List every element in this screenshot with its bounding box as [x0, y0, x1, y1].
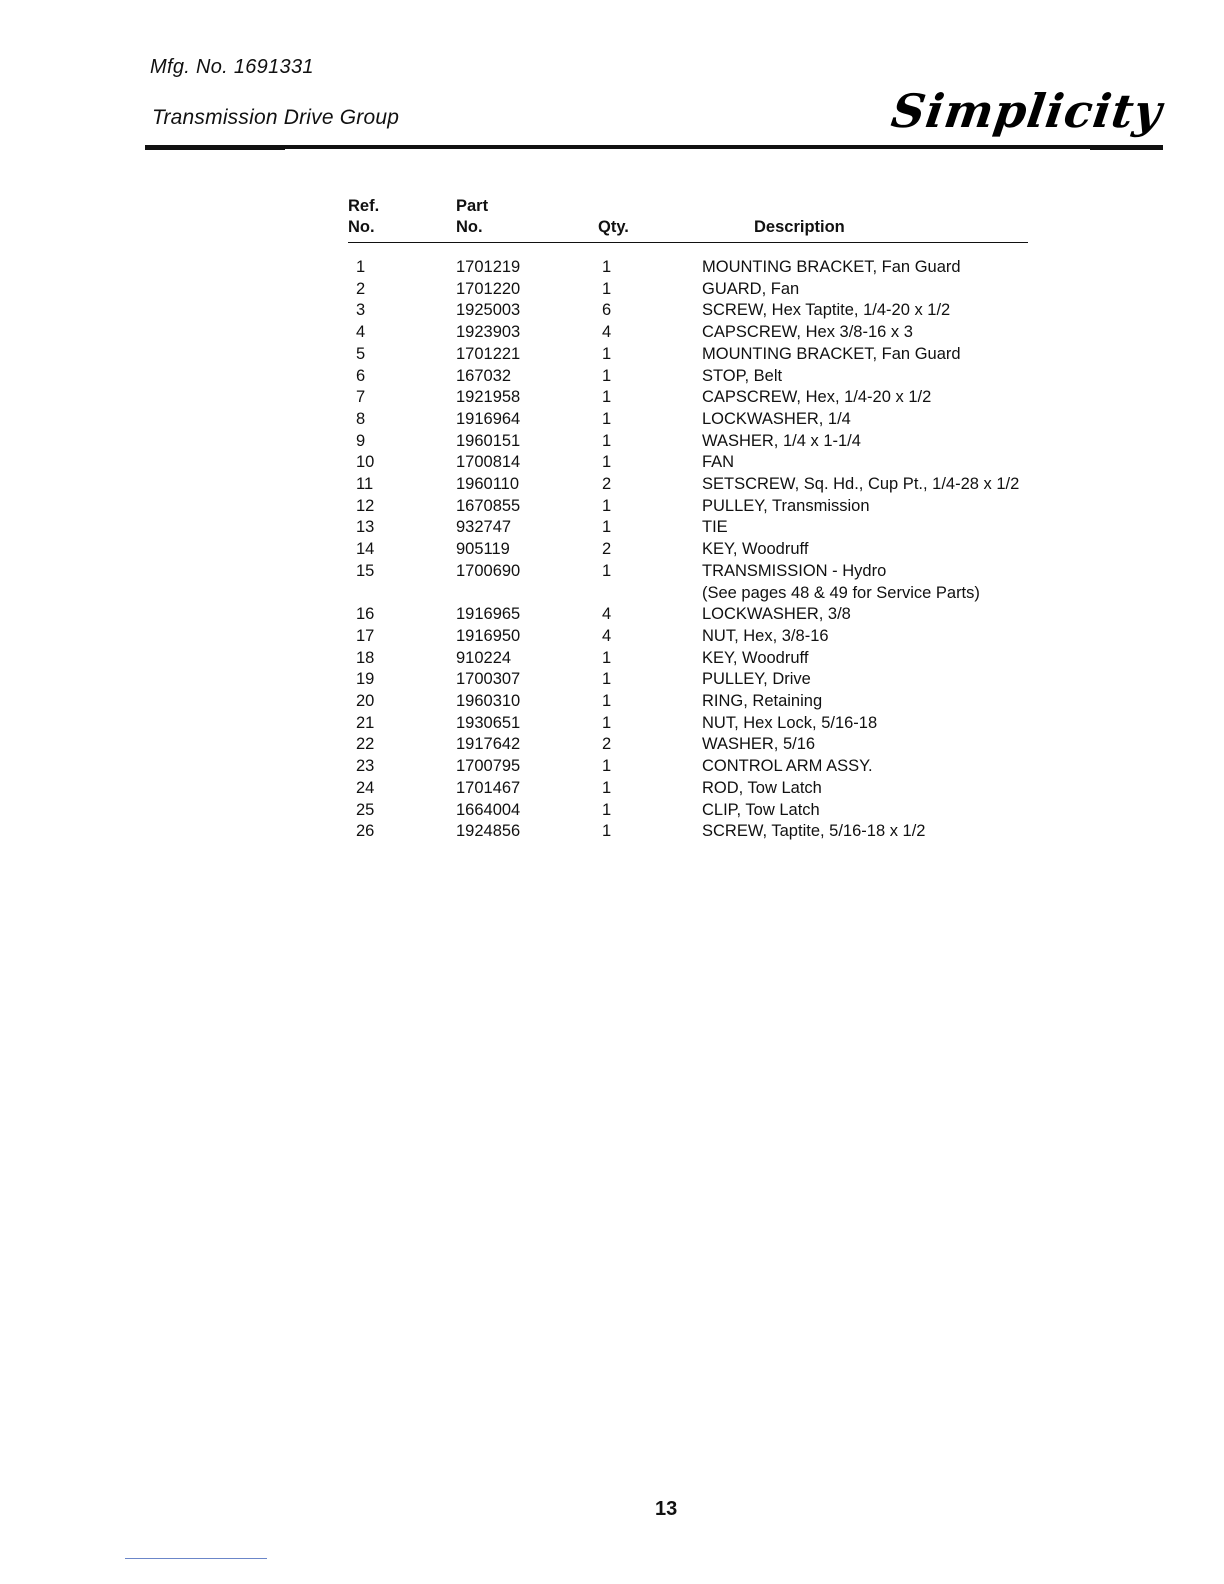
parts-table-body: [348, 243, 1028, 843]
description-cell: PULLEY, Drive: [702, 670, 811, 689]
table-row: [348, 561, 1028, 583]
description-cell: CAPSCREW, Hex 3/8-16 x 3: [702, 323, 913, 342]
table-row: [348, 648, 1028, 670]
col-header-part: [456, 196, 598, 243]
col-header-qty: Qty.: [598, 196, 702, 243]
header-rule-accent-left: [145, 148, 285, 150]
ref-cell: 7: [356, 388, 366, 407]
ref-cell: 8: [356, 409, 366, 428]
col-header-ref: [348, 196, 456, 243]
parts-table-header: [348, 196, 1028, 243]
table-row: [348, 821, 1028, 843]
description-cell: MOUNTING BRACKET, Fan Guard: [702, 344, 961, 363]
quantity-cell: 1: [602, 692, 612, 711]
table-row: [348, 344, 1028, 366]
ref-cell: 5: [356, 344, 366, 363]
part-number-cell: 1701467: [456, 778, 521, 797]
brand-logo: Simplicity: [888, 84, 1166, 138]
table-row: [348, 583, 1028, 605]
ref-cell: 10: [356, 453, 375, 472]
header-rule: [145, 145, 1163, 149]
quantity-cell: 1: [602, 648, 612, 667]
description-cell: CLIP, Tow Latch: [702, 800, 820, 819]
description-cell: PULLEY, Transmission: [702, 496, 870, 515]
quantity-cell: 1: [602, 496, 612, 515]
ref-cell: 15: [356, 561, 375, 580]
part-number-cell: 1700814: [456, 453, 521, 472]
description-cell: LOCKWASHER, 1/4: [702, 409, 851, 428]
description-cell: LOCKWASHER, 3/8: [702, 605, 851, 624]
description-cell: FAN: [702, 453, 735, 472]
ref-cell: 20: [356, 692, 375, 711]
quantity-cell: 1: [602, 713, 612, 732]
ref-cell: 13: [356, 518, 375, 537]
quantity-cell: 1: [602, 518, 612, 537]
table-row: [348, 713, 1028, 735]
part-number-cell: 1925003: [456, 301, 521, 320]
quantity-cell: 1: [602, 388, 612, 407]
table-row: [348, 243, 1028, 279]
ref-cell: 14: [356, 540, 375, 559]
quantity-cell: 1: [602, 409, 612, 428]
ref-cell: 11: [356, 475, 374, 494]
part-number-cell: 1700690: [456, 561, 521, 580]
quantity-cell: 4: [602, 605, 612, 624]
description-cell: TRANSMISSION - Hydro: [702, 561, 887, 580]
table-row: [348, 409, 1028, 431]
part-number-cell: 1664004: [456, 800, 521, 819]
table-row: [348, 300, 1028, 322]
description-cell: CONTROL ARM ASSY.: [702, 757, 873, 776]
parts-table: [348, 196, 1028, 843]
ref-cell: 4: [356, 323, 366, 342]
quantity-cell: 1: [602, 757, 612, 776]
part-number-cell: 910224: [456, 648, 512, 667]
part-number-cell: 1930651: [456, 713, 521, 732]
table-row: [348, 431, 1028, 453]
table-row: [348, 322, 1028, 344]
description-cell: CAPSCREW, Hex, 1/4-20 x 1/2: [702, 388, 932, 407]
part-number-cell: 1924856: [456, 822, 521, 841]
part-number-cell: 1701219: [456, 258, 521, 276]
part-number-cell: 1916965: [456, 605, 521, 624]
ref-cell: 19: [356, 670, 375, 689]
mfg-number: Mfg. No. 1691331: [150, 56, 314, 78]
header-rule-accent-right: [1090, 148, 1163, 150]
page-number: 13: [655, 1498, 678, 1520]
part-number-cell: 1701221: [456, 344, 521, 363]
part-number-cell: 1670855: [456, 496, 521, 515]
part-number-cell: 167032: [456, 366, 512, 385]
table-row: [348, 366, 1028, 388]
part-number-cell: 1921958: [456, 388, 521, 407]
description-cell: KEY, Woodruff: [702, 648, 809, 667]
description-cell: ROD, Tow Latch: [702, 778, 822, 797]
description-cell: SCREW, Hex Taptite, 1/4-20 x 1/2: [702, 301, 951, 320]
quantity-cell: 2: [602, 735, 612, 754]
description-cell: GUARD, Fan: [702, 279, 800, 298]
ref-cell: 3: [356, 301, 366, 320]
description-cell: WASHER, 5/16: [702, 735, 816, 754]
ref-cell: 18: [356, 648, 375, 667]
footer-rule: [125, 1558, 267, 1559]
description-cell: WASHER, 1/4 x 1-1/4: [702, 431, 861, 450]
description-cell: NUT, Hex Lock, 5/16-18: [702, 713, 878, 732]
ref-cell: 12: [356, 496, 375, 515]
ref-cell: 1: [356, 258, 366, 276]
description-cell: (See pages 48 & 49 for Service Parts): [702, 583, 980, 602]
ref-cell: 9: [356, 431, 366, 450]
ref-cell: 17: [356, 626, 375, 645]
table-row: [348, 496, 1028, 518]
table-row: [348, 626, 1028, 648]
ref-cell: 22: [356, 735, 375, 754]
group-title: Transmission Drive Group: [152, 106, 400, 129]
description-cell: STOP, Belt: [702, 366, 783, 385]
part-number-cell: 1923903: [456, 323, 521, 342]
part-number-cell: 932747: [456, 518, 512, 537]
quantity-cell: 1: [602, 561, 612, 580]
table-row: [348, 539, 1028, 561]
description-cell: RING, Retaining: [702, 692, 823, 711]
quantity-cell: 6: [602, 301, 612, 320]
table-row: [348, 452, 1028, 474]
table-row: [348, 691, 1028, 713]
ref-cell: 21: [356, 713, 375, 732]
quantity-cell: 2: [602, 540, 612, 559]
quantity-cell: 1: [602, 800, 612, 819]
ref-cell: 6: [356, 366, 366, 385]
col-header-ref-line1: Ref.: [348, 197, 380, 215]
ref-cell: 16: [356, 605, 375, 624]
part-number-cell: 1700307: [456, 670, 521, 689]
quantity-cell: 2: [602, 475, 612, 494]
description-cell: KEY, Woodruff: [702, 540, 809, 559]
quantity-cell: 4: [602, 323, 612, 342]
description-cell: SCREW, Taptite, 5/16-18 x 1/2: [702, 822, 926, 841]
col-header-description: Description: [702, 196, 1028, 243]
quantity-cell: 1: [602, 344, 612, 363]
quantity-cell: 1: [602, 258, 612, 276]
table-row: [348, 474, 1028, 496]
quantity-cell: 4: [602, 626, 612, 645]
part-number-cell: 1960310: [456, 692, 521, 711]
quantity-cell: 1: [602, 279, 612, 298]
part-number-cell: 1960151: [456, 431, 521, 450]
col-header-ref-line2: No.: [348, 218, 375, 236]
part-number-cell: [456, 583, 598, 605]
part-number-cell: 1916950: [456, 626, 521, 645]
part-number-cell: 1960110: [456, 475, 520, 494]
part-number-cell: 1700795: [456, 757, 521, 776]
col-header-part-line1: Part: [456, 197, 489, 215]
table-row: [348, 279, 1028, 301]
part-number-cell: 1701220: [456, 279, 521, 298]
table-row: [348, 800, 1028, 822]
table-row: [348, 778, 1028, 800]
table-row: [348, 669, 1028, 691]
part-number-cell: 1916964: [456, 409, 521, 428]
ref-cell: 24: [356, 778, 375, 797]
description-cell: NUT, Hex, 3/8-16: [702, 626, 829, 645]
ref-cell: 2: [356, 279, 366, 298]
quantity-cell: 1: [602, 778, 612, 797]
ref-cell: 26: [356, 822, 375, 841]
quantity-cell: 1: [602, 453, 612, 472]
quantity-cell: 1: [602, 366, 612, 385]
quantity-cell: 1: [602, 822, 612, 841]
description-cell: MOUNTING BRACKET, Fan Guard: [702, 258, 961, 276]
description-cell: TIE: [702, 518, 728, 537]
table-row: [348, 387, 1028, 409]
part-number-cell: 905119: [456, 540, 510, 559]
table-row: [348, 734, 1028, 756]
table-row: [348, 756, 1028, 778]
ref-cell: 25: [356, 800, 375, 819]
ref-cell: [348, 583, 456, 605]
col-header-part-line2: No.: [456, 218, 483, 236]
ref-cell: 23: [356, 757, 375, 776]
table-row: [348, 604, 1028, 626]
quantity-cell: 1: [602, 670, 612, 689]
description-cell: SETSCREW, Sq. Hd., Cup Pt., 1/4-28 x 1/2: [702, 475, 1020, 494]
table-row: [348, 517, 1028, 539]
part-number-cell: 1917642: [456, 735, 521, 754]
quantity-cell: 1: [602, 431, 612, 450]
quantity-cell: [598, 583, 702, 605]
